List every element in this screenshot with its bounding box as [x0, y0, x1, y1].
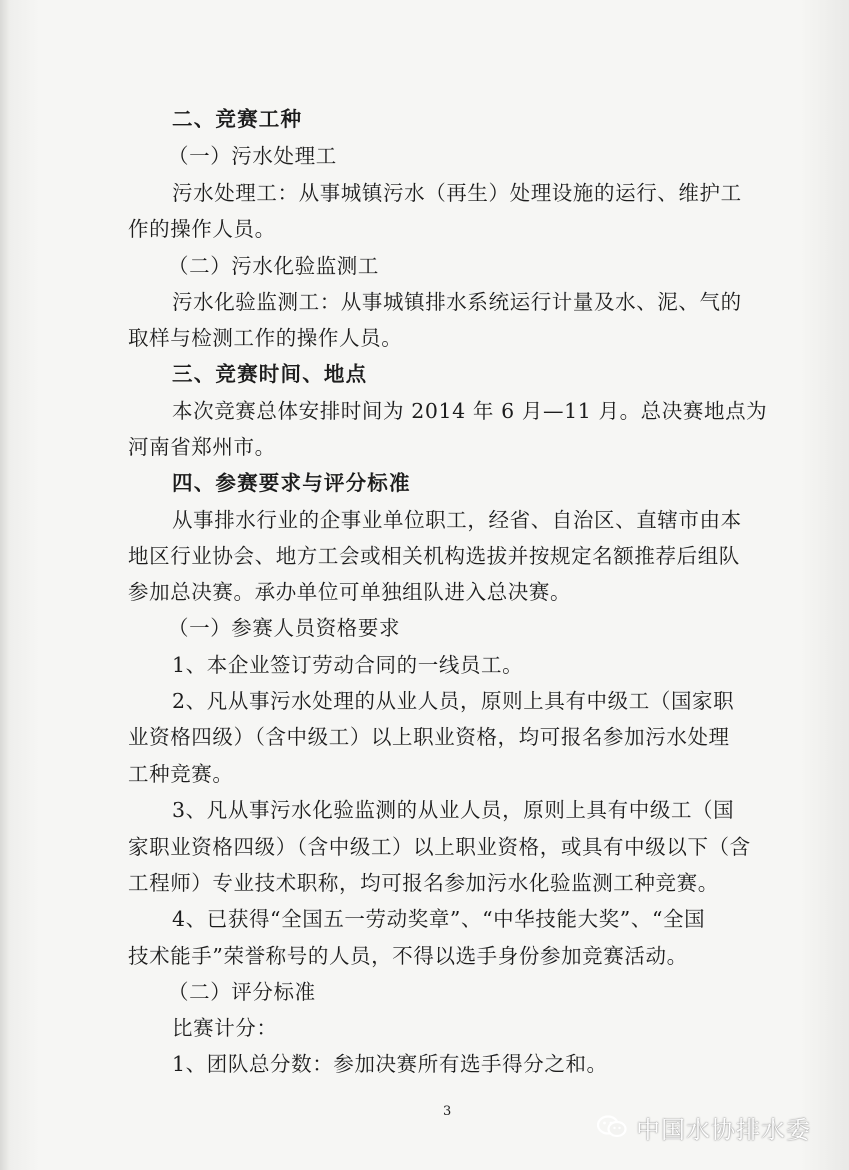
section-heading: 二、竞赛工种: [172, 107, 303, 131]
scan-edge: [0, 0, 10, 1170]
subsection-heading: （一）参赛人员资格要求: [168, 616, 401, 640]
paragraph-line: 污水化验监测工：从事城镇排水系统运行计量及水、泥、气的: [172, 290, 742, 314]
section-heading: 三、竞赛时间、地点: [172, 362, 368, 386]
subsection-heading: （二）评分标准: [168, 980, 316, 1004]
section-heading: 四、参赛要求与评分标准: [172, 471, 411, 495]
list-item-continued: 业资格四级）（含中级工）以上职业资格，均可报名参加污水处理: [128, 725, 730, 749]
list-item-continued: 家职业资格四级）（含中级工）以上职业资格，或具有中级以下（含: [128, 835, 751, 859]
paragraph-line: 作的操作人员。: [128, 217, 276, 241]
list-item: 1、本企业签订劳动合同的一线员工。: [172, 653, 524, 677]
watermark: [596, 1110, 811, 1144]
paragraph-line: 地区行业协会、地方工会或相关机构选拔并按规定名额推荐后组队: [128, 544, 740, 568]
list-item-continued: 技术能手”荣誉称号的人员，不得以选手身份参加竞赛活动。: [128, 944, 688, 968]
subsection-heading: （二）污水化验监测工: [168, 254, 379, 278]
paragraph-line: 比赛计分：: [172, 1016, 278, 1040]
list-item-continued: 工程师）专业技术职称，均可报名参加污水化验监测工种竞赛。: [128, 871, 719, 895]
paragraph-line: 参加总决赛。承办单位可单独组队进入总决赛。: [128, 580, 572, 604]
page-number: 3: [443, 1104, 452, 1119]
list-item: 3、凡从事污水化验监测的从业人员，原则上具有中级工（国: [172, 798, 735, 822]
subsection-heading: （一）污水处理工: [168, 144, 337, 168]
list-item-continued: 工种竞赛。: [128, 762, 234, 786]
paragraph-line: 取样与检测工作的操作人员。: [128, 326, 403, 350]
paragraph-line: 河南省郑州市。: [128, 435, 276, 459]
paragraph-line: 本次竞赛总体安排时间为 2014 年 6 月—11 月。总决赛地点为: [172, 399, 768, 423]
list-item: 4、已获得“全国五一劳动奖章”、“中华技能大奖”、“全国: [172, 907, 706, 931]
watermark-text: 中国水协排水委: [636, 1115, 811, 1144]
list-item: 1、团队总分数：参加决赛所有选手得分之和。: [172, 1052, 608, 1076]
wechat-icon: [596, 1114, 628, 1140]
paragraph-line: 污水处理工：从事城镇污水（再生）处理设施的运行、维护工: [172, 181, 742, 205]
paragraph-line: 从事排水行业的企事业单位职工，经省、自治区、直辖市由本: [172, 508, 742, 532]
list-item: 2、凡从事污水处理的从业人员，原则上具有中级工（国家职: [172, 689, 735, 713]
